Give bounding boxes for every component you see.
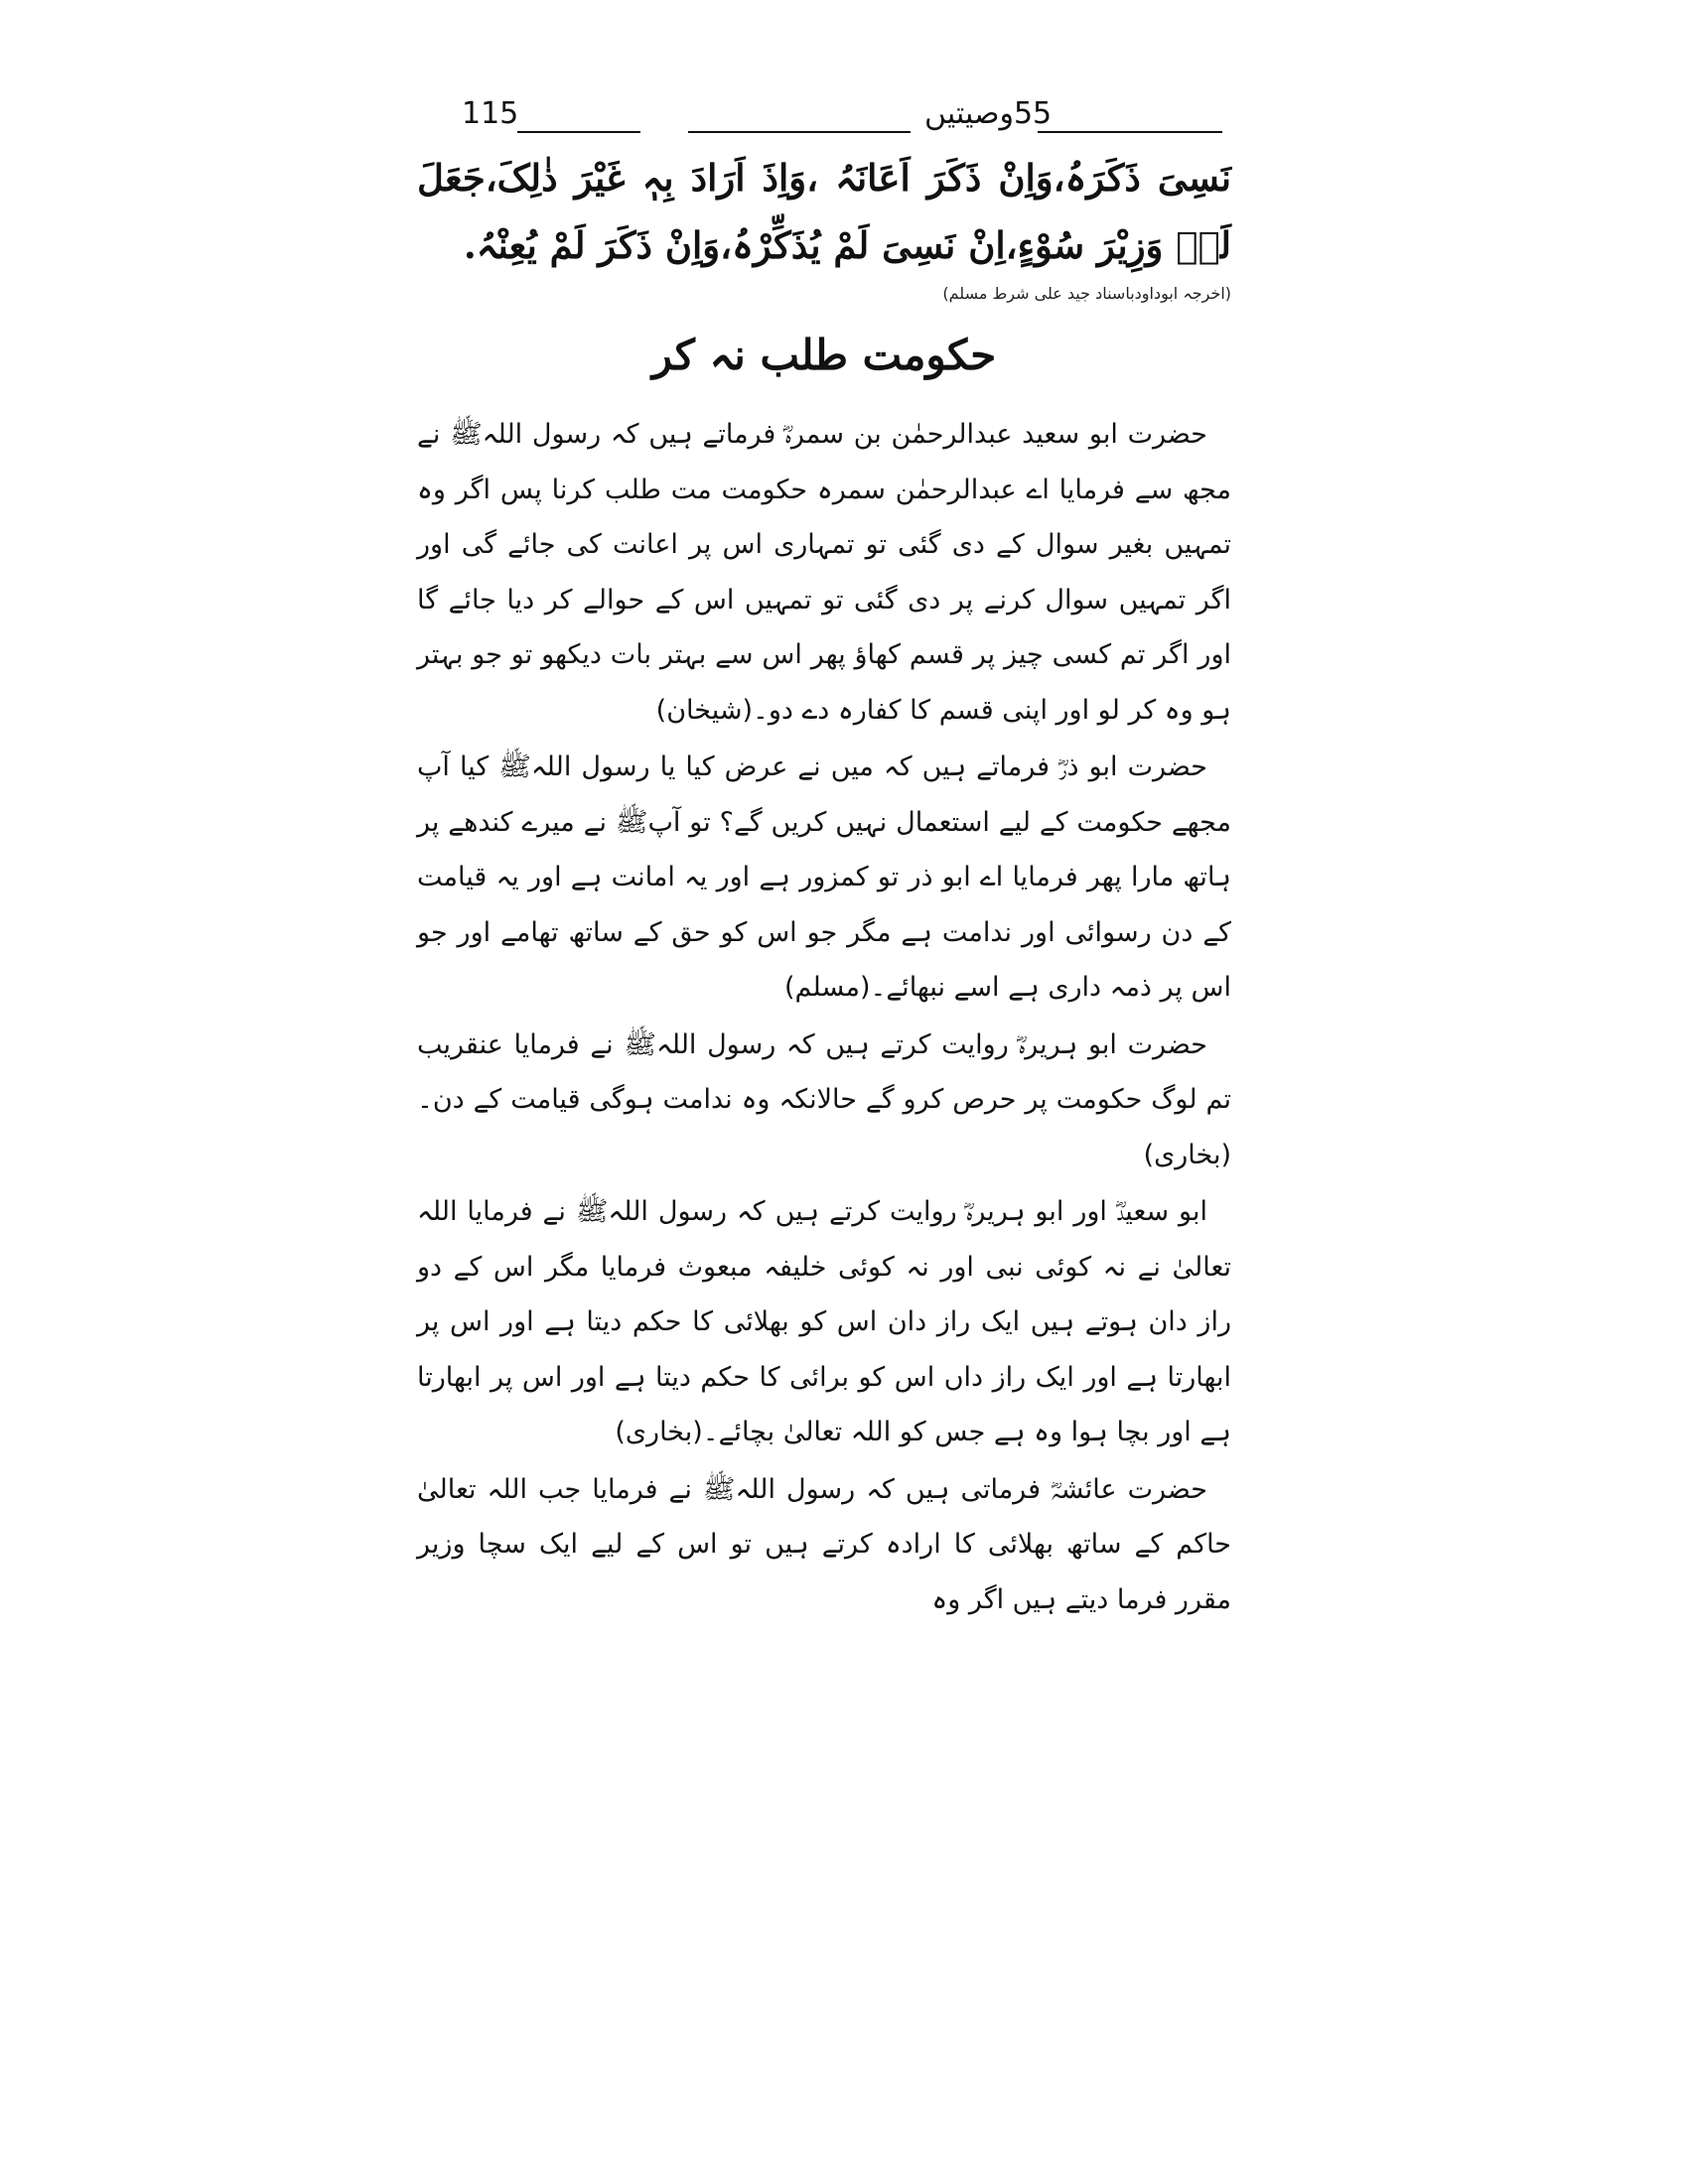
paragraph-text: ابو سعیدؓ اور ابو ہریرہؓ روایت کرتے ہیں کہ رسول اللہﷺ نے فرمایا اللہ تعالیٰ نے نہ کوئی نبی اور نہ کوئی خلیفہ مبعوث فرمایا مگر اس کے دو راز دان ہوتے ہیں ایک راز دان اس کو بھلائی کا حکم دیتا ہے اور اس پر ابھارتا ہے اور ایک راز داں اس کو برائی کا حکم دیتا ہے اور اس پر ابھارتا ہے اور بچا ہوا وہ ہے جس کو اللہ تعالیٰ بچائے۔(بخاری): [417, 1196, 1231, 1447]
section-heading: حکومت طلب نہ کر: [651, 331, 997, 379]
header-rule-right: [1038, 131, 1222, 133]
page-number: 115: [462, 96, 519, 131]
paragraph-text: حضرت ابو ہریرہؓ روایت کرتے ہیں کہ رسول اللہﷺ نے فرمایا عنقریب تم لوگ حکومت پر حرص کرو گے حالانکہ وہ ندامت ہوگی قیامت کے دن۔(بخاری): [417, 1028, 1231, 1170]
paragraph-text: حضرت عائشہؓ فرماتی ہیں کہ رسول اللہﷺ نے فرمایا جب اللہ تعالیٰ حاکم کے ساتھ بھلائی کا ارادہ کرتے ہیں تو اس کے لیے ایک سچا وزیر مقرر فرما دیتے ہیں اگر وہ: [417, 1473, 1231, 1615]
paragraph-1: [417, 407, 1231, 738]
header-rule-middle: [688, 131, 911, 133]
paragraph-text: حضرت ابو سعید عبدالرحمٰن بن سمرہؓ فرماتے ہیں کہ رسول اللہﷺ نے مجھ سے فرمایا اے عبدالرحمٰن سمرہ حکومت مت طلب کرنا پس اگر وہ تمہیں بغیر سوال کے دی گئی تو تمہاری اس پر اعانت کی جائے گی اور اگر تمہیں سوال کرنے پر دی گئی تو تمہیں اس کے حوالے کر دیا جائے گا اور اگر تم کسی چیز پر قسم کھاؤ پھر اس سے بہتر بات دیکھو تو جو بہتر ہو وہ کر لو اور اپنی قسم کا کفارہ دے دو۔(شیخان): [417, 419, 1231, 726]
paragraph-5: [417, 1462, 1231, 1628]
header-rule-left: [517, 131, 640, 133]
paragraph-3: [417, 1018, 1231, 1183]
arabic-hadith-text: [417, 144, 1231, 279]
running-header: [462, 97, 1226, 137]
paragraph-text: حضرت ابو ذرؓ فرماتے ہیں کہ میں نے عرض کیا یا رسول اللہﷺ کیا آپ مجھے حکومت کے لیے استعمال نہیں کریں گے؟ تو آپﷺ نے میرے کندھے پر ہاتھ مارا پھر فرمایا اے ابو ذر تو کمزور ہے اور یہ امانت ہے اور یہ قیامت کے دن رسوائی اور ندامت ہے مگر جو اس کو حق کے ساتھ تھامے اور جو اس پر ذمہ داری ہے اسے نبھائے۔(مسلم): [417, 751, 1231, 1003]
paragraph-4: [417, 1184, 1231, 1460]
source-reference: (اخرجہ ابوداودباسناد جید علی شرط مسلم): [942, 284, 1231, 303]
book-title: 55وصیتیں: [924, 96, 1053, 131]
paragraph-2: [417, 740, 1231, 1016]
arabic-paragraph: نَسِیَ ذَکَرَہُ،وَاِنْ ذَکَرَ اَعَانَہُ ،وَاِذَ اَرَادَ بِہٖ غَیْرَ ذٰلِکَ،جَعَلَ لَہٗ وَزِیْرَ سُوْءٍ،اِنْ نَسِیَ لَمْ یُذَکِّرْہُ،وَاِنْ ذَکَرَ لَمْ یُعِنْہُ.: [417, 156, 1231, 267]
urdu-body: [417, 407, 1231, 1629]
